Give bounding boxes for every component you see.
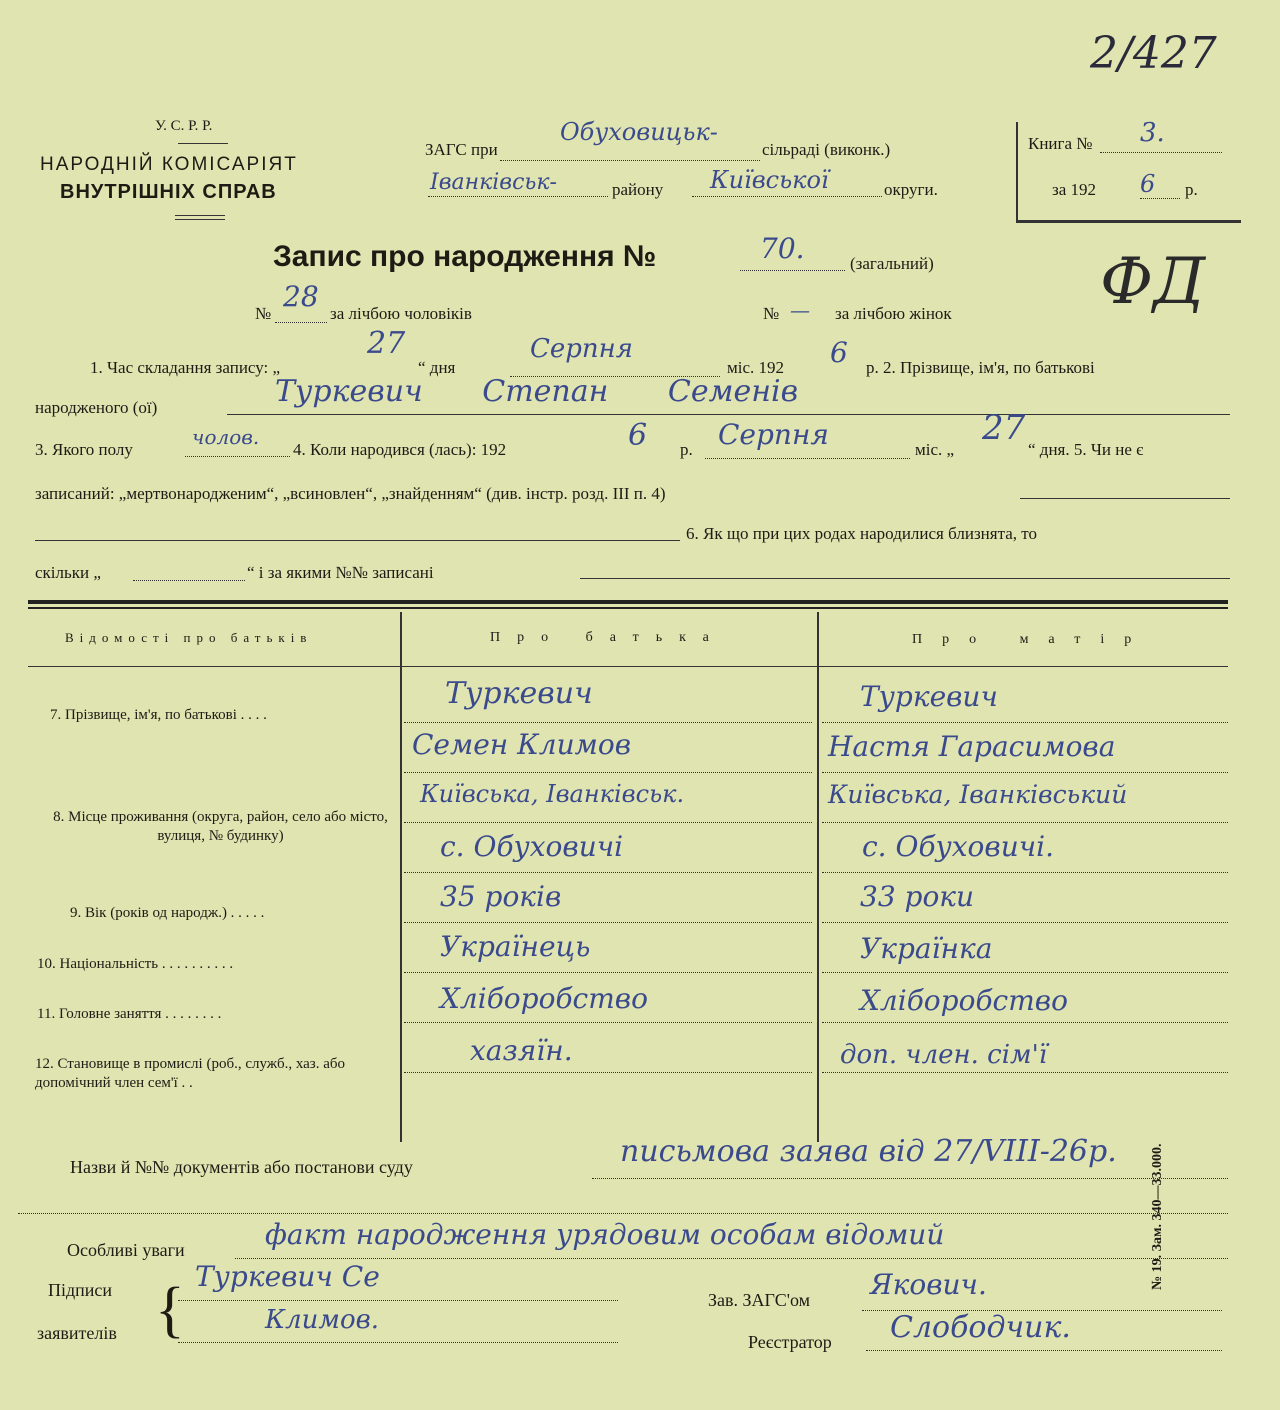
f4-month: Серпня [718, 418, 829, 451]
fill-in-line [822, 1072, 1228, 1073]
f5-text: записаний: „мертвонародженим“, „всиновлен“, „знайденням“ (див. інстр. розд. III п. 4) [35, 484, 666, 503]
male-suffix: за лічбою чоловіків [330, 304, 472, 323]
fill-in-line [866, 1350, 1222, 1351]
mother-occupation: Хліборобство [860, 984, 1068, 1017]
table-top-rule [28, 600, 1228, 604]
father-surname: Туркевич [445, 676, 593, 711]
okruha-label: округи. [884, 180, 938, 199]
f4-day-suffix: “ дня. 5. Чи не є [1028, 440, 1144, 459]
fill-in-line [822, 972, 1228, 973]
fill-in-line [404, 1022, 812, 1023]
fill-in-line [404, 722, 812, 723]
year-line [1140, 198, 1180, 199]
signature-2: Климов. [265, 1305, 380, 1335]
mother-surname: Туркевич [860, 680, 998, 713]
fill-in-line [822, 872, 1228, 873]
mother-given-names: Настя Гарасимова [828, 730, 1116, 763]
notes-label: Особливі уваги [67, 1240, 185, 1260]
f1-day-suffix: “ дня [418, 358, 456, 377]
f1-year-suffix: р. 2. Прізвище, ім'я, по батькові [866, 358, 1095, 377]
print-mark: № 19. Зам. 340—33.000. [1150, 1143, 1165, 1290]
fill-in-line [592, 1178, 1228, 1179]
record-number-line [740, 270, 845, 271]
signatures-label-1: Підписи [48, 1280, 113, 1300]
header-mother: Про матір [912, 632, 1152, 647]
stamp-mark: ФД [1100, 245, 1206, 319]
f1-month-suffix: міс. 192 [727, 358, 785, 377]
f3-label: 3. Якого полу [35, 440, 133, 459]
book-line [1100, 152, 1222, 153]
f5-line2 [35, 540, 680, 541]
year-suffix: р. [1185, 180, 1198, 199]
male-no-line [275, 322, 327, 323]
fill-in-line [822, 922, 1228, 923]
head-label: Зав. ЗАГС'ом [708, 1290, 810, 1310]
f1-label: 1. Час складання запису: „ [90, 358, 281, 377]
head-signature: Якович. [870, 1268, 987, 1301]
male-no-label: № [255, 304, 272, 323]
header-parents-info: Відомості про батьків [65, 630, 313, 645]
docs-label: Назви й №№ документів або постанови суду [70, 1157, 413, 1177]
okruha-line [692, 196, 882, 197]
raion-label: району [612, 180, 664, 199]
mother-residence-1: Київська, Іванківський [828, 780, 1128, 809]
raion-line [428, 196, 608, 197]
zags-line [500, 160, 760, 161]
book-value: 3. [1140, 118, 1165, 148]
table-top-rule2 [28, 607, 1228, 609]
father-status: хазяїн. [470, 1034, 573, 1067]
father-occupation: Хліборобство [440, 982, 648, 1015]
f4-label: 4. Коли народився (лась): 192 [293, 440, 507, 459]
docs-value: письмова заява від 27/VIII-26р. [620, 1134, 1117, 1169]
f1-month: Серпня [530, 334, 634, 364]
f2-line [227, 414, 1230, 415]
mother-status: доп. член. сім'ї [840, 1040, 1048, 1070]
fill-in-line [822, 822, 1228, 823]
f3-value: чолов. [192, 425, 260, 449]
silradi-label: сільраді (виконк.) [762, 140, 891, 159]
signatures-label-2: заявителів [37, 1323, 117, 1343]
header-rule [28, 666, 1228, 667]
signature-1: Туркевич Се [195, 1260, 380, 1293]
f3-line [185, 456, 290, 457]
okruha-value: Київської [710, 166, 829, 194]
f4-month-line [705, 458, 910, 459]
divider-double [175, 215, 225, 220]
female-no-label: № [763, 304, 780, 323]
zags-label: ЗАГС при [425, 140, 498, 159]
f4-year: 6 [628, 418, 648, 453]
f1-year: 6 [830, 336, 848, 369]
fill-in-line [822, 1022, 1228, 1023]
col-divider-1 [400, 612, 402, 1142]
row-label-occupation: 11. Головне заняття . . . . . . . . [37, 1006, 222, 1022]
zags-value: Обуховицьк- [560, 118, 718, 146]
col-divider-2 [817, 612, 819, 1142]
record-suffix: (загальний) [850, 254, 934, 273]
male-no-value: 28 [283, 280, 319, 313]
row-label-status: 12. Становище в промислі (роб., служб., хаз. або допомічний член сем'ї . . [35, 1056, 345, 1091]
row-label-residence: 8. Місце проживання (округа, район, село або місто, вулиця, № будинку) [53, 809, 388, 844]
header-father: Про батька [490, 630, 726, 645]
row-label-name: 7. Прізвище, ім'я, по батькові . . . . [50, 707, 267, 723]
republic-label: У. С. Р. Р. [155, 118, 213, 134]
f6-text: 6. Як що при цих родах народилися близнята, то [686, 524, 1037, 543]
brace: { [155, 1276, 185, 1344]
mother-nationality: Українка [860, 932, 993, 965]
book-box-border [1016, 122, 1018, 222]
commissariat-line1: НАРОДНІЙ КОМІСАРІЯТ [40, 154, 298, 175]
f2-value: Туркевич Степан Семенів [275, 374, 799, 409]
fill-in-line [235, 1258, 1228, 1259]
year-prefix: за 192 [1052, 180, 1097, 199]
female-suffix: за лічбою жінок [835, 304, 952, 323]
registrar-label: Реєстратор [748, 1332, 832, 1352]
f2-label: народженого (ої) [35, 398, 158, 417]
father-age: 35 років [440, 880, 562, 913]
raion-value: Іванківськ- [430, 170, 557, 195]
father-nationality: Українець [440, 930, 591, 963]
female-no-value: — [790, 298, 810, 322]
twins-numbers-line [580, 578, 1230, 579]
mother-age: 33 роки [860, 880, 975, 913]
f6b-mid: “ і за якими №№ записані [247, 563, 434, 582]
mother-residence-2: с. Обуховичі. [862, 830, 1055, 863]
fill-in-line [404, 972, 812, 973]
record-number: 70. [760, 232, 805, 265]
year-value: 6 [1140, 170, 1156, 198]
f6b-label: скільки „ [35, 563, 101, 582]
divider [178, 143, 228, 144]
father-residence-1: Київська, Іванківськ. [420, 780, 685, 808]
registrar-signature: Слободчик. [890, 1310, 1071, 1345]
father-residence-2: с. Обуховичі [440, 830, 624, 863]
commissariat-line2: ВНУТРІШНІХ СПРАВ [60, 181, 277, 203]
corner-archive-number: 2/427 [1090, 28, 1217, 79]
f1-day: 27 [367, 326, 406, 361]
father-given-names: Семен Климов [412, 728, 632, 761]
book-label: Книга № [1028, 134, 1093, 153]
f5-line [1020, 498, 1230, 499]
fill-in-line [404, 872, 812, 873]
fill-in-line [404, 1072, 812, 1073]
fill-in-line [404, 922, 812, 923]
fill-in-line [178, 1342, 618, 1343]
notes-value: факт народження урядовим особам відомий [265, 1218, 945, 1251]
row-label-age: 9. Вік (років од народж.) . . . . . [70, 905, 265, 921]
book-box-bottom [1016, 220, 1241, 223]
f4-year-suffix: р. [680, 440, 693, 459]
fill-in-line [404, 772, 812, 773]
row-label-nationality: 10. Національність . . . . . . . . . . [37, 956, 234, 972]
fill-in-line [18, 1213, 1228, 1214]
f4-day: 27 [982, 408, 1026, 448]
record-title: Запис про народження № [273, 240, 657, 273]
fill-in-line [822, 722, 1228, 723]
twins-count-line [133, 580, 245, 581]
fill-in-line [404, 822, 812, 823]
fill-in-line [822, 772, 1228, 773]
fill-in-line [178, 1300, 618, 1301]
f4-month-suffix: міс. „ [915, 440, 955, 459]
